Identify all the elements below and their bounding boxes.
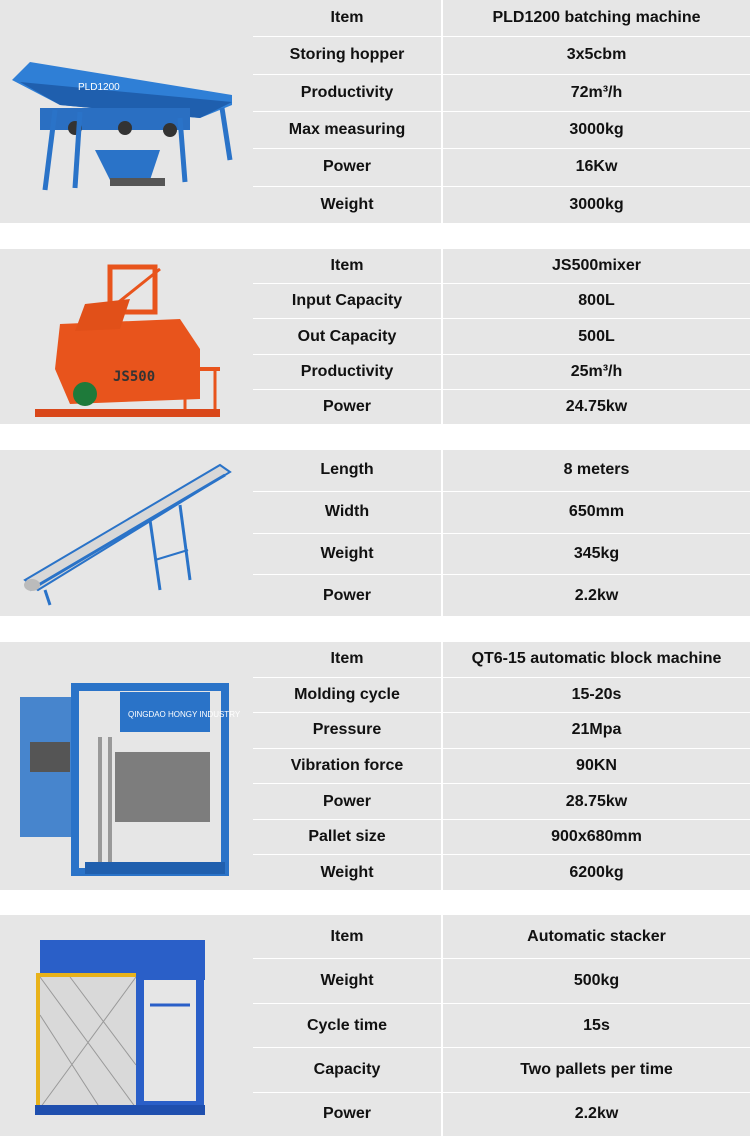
spec-key: Weight: [253, 959, 443, 1002]
spec-value: 16Kw: [575, 158, 618, 176]
spec-row: [253, 74, 750, 111]
spec-key: Item: [253, 915, 443, 958]
spec-value: Two pallets per time: [520, 1060, 673, 1078]
spec-row: [253, 249, 750, 283]
spec-row: [253, 283, 750, 318]
spec-key: Power: [253, 784, 443, 819]
block-machine-photo: [0, 642, 252, 890]
spec-value: 3000kg: [569, 195, 624, 213]
spec-row: [253, 748, 750, 784]
spec-row: [253, 354, 750, 389]
spec-row: [253, 148, 750, 185]
spec-value: PLD1200 batching machine: [492, 9, 701, 27]
spec-key: Productivity: [253, 75, 443, 111]
spec-key: Molding cycle: [253, 678, 443, 713]
spec-key: Item: [253, 249, 443, 283]
spec-row: [253, 854, 750, 890]
mixer-photo: [0, 249, 252, 424]
spec-row: [253, 642, 750, 677]
spec-table-mixer: [253, 249, 750, 424]
spec-key: Item: [253, 642, 443, 677]
spec-key: Productivity: [253, 355, 443, 389]
spec-key: Width: [253, 492, 443, 533]
spec-key: Weight: [253, 187, 443, 223]
spec-row: [253, 318, 750, 353]
spec-value: Automatic stacker: [527, 927, 666, 945]
spec-value: 2.2kw: [574, 586, 619, 604]
spec-value: 345kg: [573, 544, 620, 562]
spec-value: 800L: [578, 292, 615, 310]
spec-key: Capacity: [253, 1048, 443, 1091]
spec-key: Power: [253, 149, 443, 185]
spec-value: 15-20s: [571, 685, 622, 703]
spec-key: Pallet size: [253, 820, 443, 855]
spec-row: [253, 1003, 750, 1047]
spec-section-mixer: [0, 249, 750, 424]
stacker-photo: [0, 915, 252, 1136]
spec-key: Item: [253, 0, 443, 36]
spec-row: [253, 819, 750, 855]
batching-machine-label: PLD1200: [78, 82, 120, 93]
spec-value: 500L: [578, 327, 615, 345]
spec-key: Input Capacity: [253, 284, 443, 318]
spec-value: 21Mpa: [571, 721, 622, 739]
spec-section-conveyor: [0, 450, 750, 616]
spec-key: Cycle time: [253, 1004, 443, 1047]
spec-row: [253, 389, 750, 424]
spec-key: Out Capacity: [253, 319, 443, 353]
spec-key: Weight: [253, 534, 443, 575]
spec-section-block-machine: [0, 642, 750, 890]
spec-value: 500kg: [573, 972, 620, 990]
spec-value: 8 meters: [563, 461, 630, 479]
spec-key: Power: [253, 575, 443, 616]
spec-value: 2.2kw: [574, 1105, 619, 1123]
spec-table-batching: [253, 0, 750, 223]
spec-value: 3x5cbm: [566, 46, 627, 64]
spec-row: [253, 958, 750, 1002]
spec-value: JS500mixer: [552, 257, 641, 275]
spec-key: Max measuring: [253, 112, 443, 148]
spec-value: 28.75kw: [565, 792, 628, 810]
spec-value: 72m³/h: [570, 83, 623, 101]
spec-table-block-machine: [253, 642, 750, 890]
spec-key: Storing hopper: [253, 37, 443, 73]
spec-row: [253, 533, 750, 575]
belt-conveyor-photo: [0, 450, 252, 616]
spec-row: [253, 491, 750, 533]
spec-value: 650mm: [568, 503, 625, 521]
spec-row: [253, 1047, 750, 1091]
spec-value: QT6-15 automatic block machine: [471, 650, 722, 668]
spec-key: Vibration force: [253, 749, 443, 784]
spec-row: [253, 574, 750, 616]
spec-value: 6200kg: [569, 863, 624, 881]
spec-key: Pressure: [253, 713, 443, 748]
spec-table-conveyor: [253, 450, 750, 616]
spec-key: Power: [253, 1093, 443, 1136]
spec-key: Weight: [253, 855, 443, 890]
spec-value: 3000kg: [569, 121, 624, 139]
spec-row: [253, 111, 750, 148]
spec-row: [253, 677, 750, 713]
block-machine-label: QINGDAO HONGY INDUSTRY: [128, 710, 241, 719]
spec-row: [253, 0, 750, 36]
spec-value: 900x680mm: [551, 828, 642, 846]
batching-machine-photo: [0, 0, 252, 223]
spec-value: 15s: [583, 1016, 610, 1034]
spec-value: 90KN: [576, 757, 617, 775]
spec-key: Length: [253, 450, 443, 491]
spec-row: [253, 1092, 750, 1136]
spec-row: [253, 450, 750, 491]
spec-row: [253, 186, 750, 223]
spec-table-stacker: [253, 915, 750, 1136]
mixer-label: JS500: [113, 369, 156, 385]
spec-row: [253, 783, 750, 819]
spec-row: [253, 36, 750, 73]
spec-value: 24.75kw: [565, 397, 628, 415]
spec-row: [253, 915, 750, 958]
spec-section-stacker: [0, 915, 750, 1136]
spec-value: 25m³/h: [570, 362, 623, 380]
spec-row: [253, 712, 750, 748]
spec-section-batching: [0, 0, 750, 223]
spec-key: Power: [253, 390, 443, 424]
